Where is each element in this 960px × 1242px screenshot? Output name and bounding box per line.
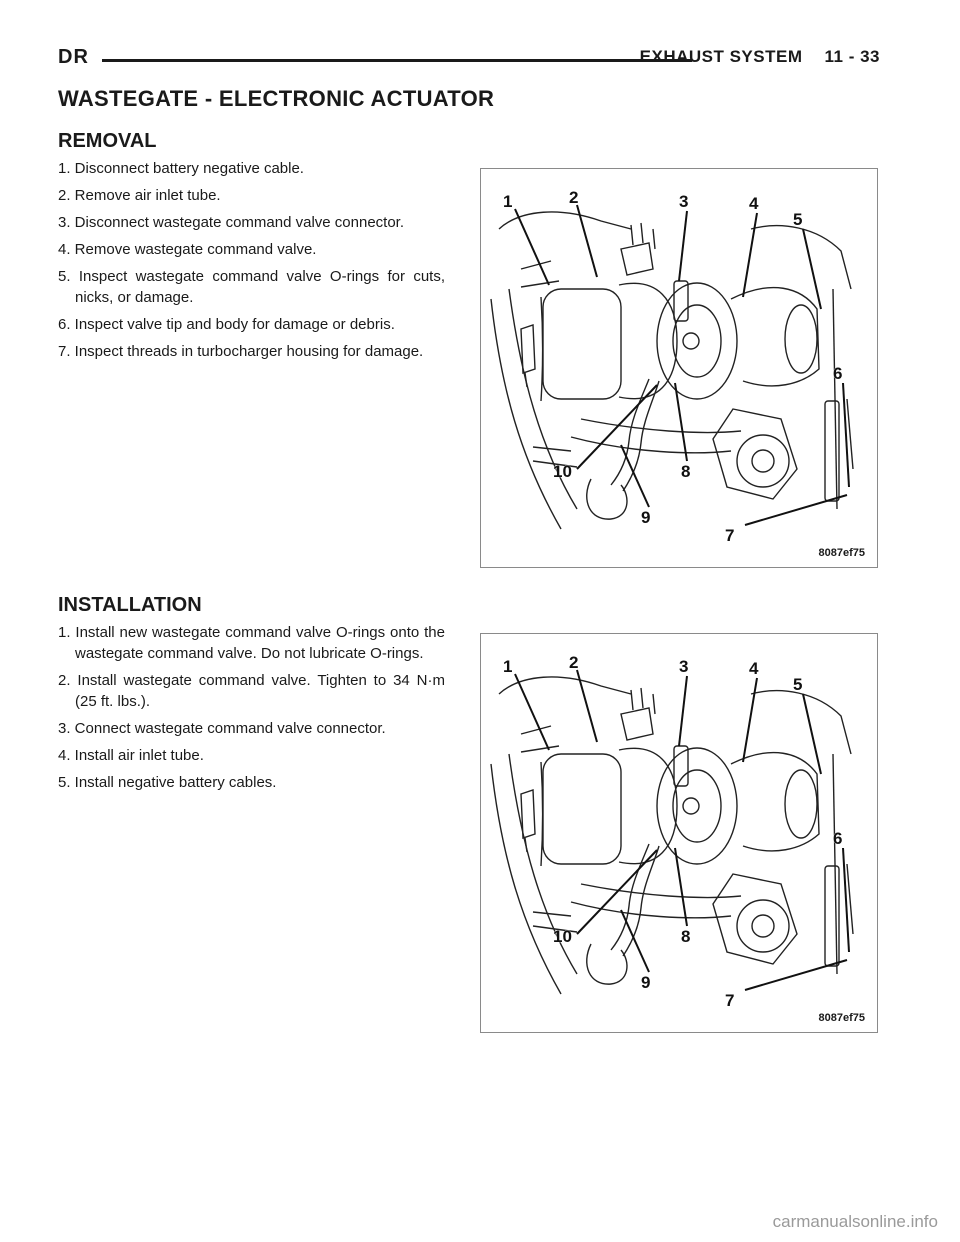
callout-8: 8 bbox=[681, 927, 691, 946]
callout-5: 5 bbox=[793, 210, 803, 229]
removal-step: 2. Remove air inlet tube. bbox=[58, 187, 221, 204]
header-model: DR bbox=[58, 46, 89, 68]
callout-6: 6 bbox=[833, 364, 843, 383]
removal-step: 7. Inspect threads in turbocharger housing for damage. bbox=[58, 343, 424, 360]
page-header bbox=[58, 42, 880, 76]
header-section-page bbox=[640, 47, 880, 67]
callout-4: 4 bbox=[749, 194, 759, 213]
callout-1: 1 bbox=[503, 657, 513, 676]
callout-5: 5 bbox=[793, 675, 803, 694]
turbocharger-illustration bbox=[481, 634, 877, 1032]
removal-heading: REMOVAL bbox=[58, 130, 157, 152]
installation-step: 1. Install new wastegate command valve O-rings onto the wastegate command valve. Do not lubricate O-rings. bbox=[58, 624, 445, 662]
installation-steps bbox=[58, 622, 445, 799]
removal-step: 4. Remove wastegate command valve. bbox=[58, 241, 317, 258]
removal-step: 5. Inspect wastegate command valve O-rings for cuts, nicks, or damage. bbox=[58, 268, 445, 306]
callout-6: 6 bbox=[833, 829, 843, 848]
callout-10: 10 bbox=[553, 462, 572, 481]
header-rule bbox=[102, 59, 692, 62]
callout-1: 1 bbox=[503, 192, 513, 211]
callout-9: 9 bbox=[641, 973, 651, 992]
removal-figure bbox=[480, 168, 878, 568]
installation-figure bbox=[480, 633, 878, 1033]
installation-step: 5. Install negative battery cables. bbox=[58, 774, 277, 791]
installation-heading: INSTALLATION bbox=[58, 594, 202, 616]
callout-9: 9 bbox=[641, 508, 651, 527]
watermark: carmanualsonline.info bbox=[772, 1212, 938, 1231]
removal-step: 6. Inspect valve tip and body for damage or debris. bbox=[58, 316, 395, 333]
header-section: EXHAUST SYSTEM bbox=[639, 47, 803, 66]
callout-8: 8 bbox=[681, 462, 691, 481]
turbocharger-illustration bbox=[481, 169, 877, 567]
callout-3: 3 bbox=[679, 192, 689, 211]
page-title: WASTEGATE - ELECTRONIC ACTUATOR bbox=[58, 86, 495, 111]
installation-step: 3. Connect wastegate command valve connector. bbox=[58, 720, 386, 737]
callout-2: 2 bbox=[569, 653, 579, 672]
callout-7: 7 bbox=[725, 526, 735, 545]
callout-2: 2 bbox=[569, 188, 579, 207]
removal-steps bbox=[58, 158, 445, 368]
installation-step: 4. Install air inlet tube. bbox=[58, 747, 204, 764]
header-page-number: 11 - 33 bbox=[824, 47, 880, 66]
callout-4: 4 bbox=[749, 659, 759, 678]
callout-3: 3 bbox=[679, 657, 689, 676]
callout-7: 7 bbox=[725, 991, 735, 1010]
removal-step: 1. Disconnect battery negative cable. bbox=[58, 160, 304, 177]
figure-id: 8087ef75 bbox=[818, 547, 865, 559]
figure-id: 8087ef75 bbox=[818, 1012, 865, 1024]
removal-step: 3. Disconnect wastegate command valve connector. bbox=[58, 214, 405, 231]
callout-10: 10 bbox=[553, 927, 572, 946]
installation-step: 2. Install wastegate command valve. Tighten to 34 N·m (25 ft. lbs.). bbox=[58, 672, 445, 710]
